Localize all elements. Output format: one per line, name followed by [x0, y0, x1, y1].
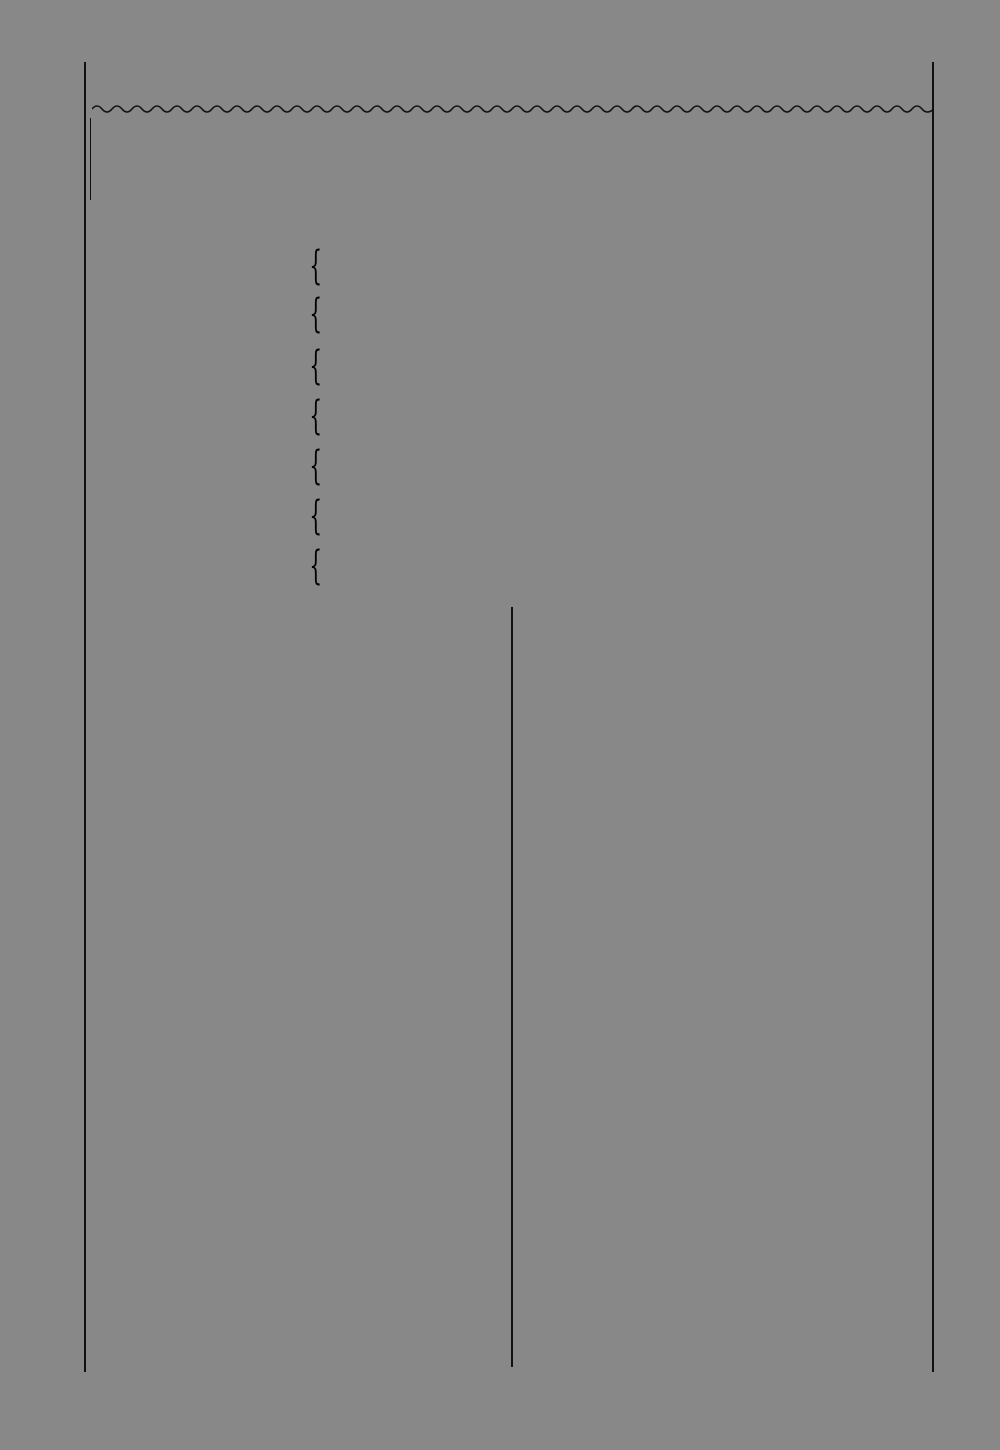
export-increase-table: [97, 644, 507, 790]
right-border-line: [932, 62, 934, 1372]
table-row: [97, 741, 507, 765]
table-row: [520, 707, 925, 731]
brace: {: [309, 291, 323, 337]
table-row: [97, 834, 507, 858]
inner-left-line: [90, 118, 91, 200]
export-decrease-table: [97, 810, 507, 859]
table-row: [520, 610, 925, 634]
table-row: [97, 693, 507, 717]
brace: {: [309, 243, 323, 289]
table-row: [97, 810, 507, 834]
table-row: [97, 717, 507, 741]
left-column: [97, 620, 507, 858]
table-head: [97, 628, 507, 644]
brace: {: [309, 543, 323, 589]
trade-table: [97, 200, 927, 590]
brace: {: [309, 343, 323, 389]
column-divider: [511, 607, 513, 1367]
table-row: [97, 765, 507, 789]
table-row: [520, 804, 925, 828]
table-row: [520, 780, 925, 804]
brace: {: [309, 393, 323, 439]
table-row: [97, 644, 507, 668]
right-column: [520, 610, 925, 831]
wavy-rule: [92, 102, 934, 116]
brace: {: [309, 443, 323, 489]
table-row: [520, 659, 925, 683]
table-row: [520, 731, 925, 755]
table-row: [520, 756, 925, 780]
table-row: [520, 634, 925, 658]
table-row: [520, 683, 925, 707]
brace: {: [309, 493, 323, 539]
left-border-line: [84, 62, 86, 1372]
goods-table: [520, 610, 925, 829]
table-head: [97, 794, 507, 810]
table-row: [97, 668, 507, 692]
